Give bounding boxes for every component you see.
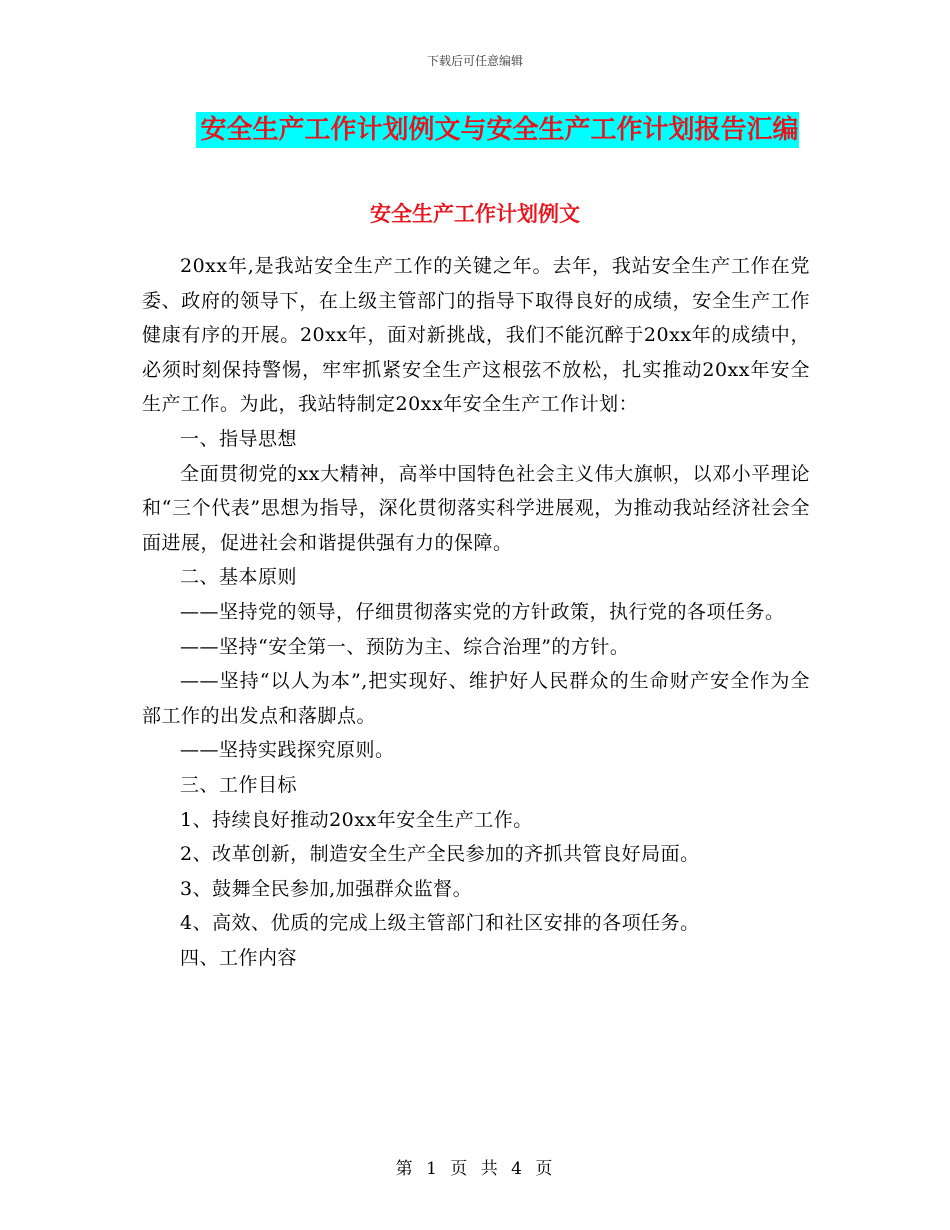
goal-item: 3、鼓舞全民参加,加强群众监督。 <box>180 877 473 900</box>
page-footer <box>0 1154 950 1179</box>
document-title: 安全生产工作计划例文与安全生产工作计划报告汇编 <box>196 112 798 148</box>
footer-prefix: 第 <box>395 1159 415 1179</box>
principle-item: ——坚持“以人为本”,把实现好、维护好人民群众的生命财产安全作为全部工作的出发点和落脚点。 <box>142 670 810 727</box>
heading-work-content: 四、工作内容 <box>180 946 298 969</box>
heading-guiding-thought: 一、指导思想 <box>180 427 298 450</box>
footer-total-prefix: 共 <box>480 1159 500 1179</box>
total-pages: 4 <box>511 1159 524 1179</box>
heading-basic-principles: 二、基本原则 <box>180 566 298 589</box>
main-title-wrap <box>0 112 950 148</box>
goal-item: 2、改革创新，制造安全生产全民参加的齐抓共管良好局面。 <box>180 843 700 866</box>
goal-item: 4、高效、优质的完成上级主管部门和社区安排的各项任务。 <box>180 912 700 935</box>
page-number: 1 <box>426 1159 439 1179</box>
guiding-thought-paragraph: 全面贯彻党的xx大精神，高举中国特色社会主义伟大旗帜，以邓小平理论和“三个代表”思想为指导，深化贯彻落实科学进展观，为推动我站经济社会全面进展，促进社会和谐提供强有力的保障。 <box>142 462 810 554</box>
document-body <box>142 249 810 975</box>
principle-item: ——坚持党的领导，仔细贯彻落实党的方针政策，执行党的各项任务。 <box>180 600 785 623</box>
principle-item: ——坚持“安全第一、预防为主、综合治理”的方针。 <box>180 635 630 658</box>
footer-total-unit: 页 <box>535 1159 555 1179</box>
section-title: 安全生产工作计划例文 <box>370 201 580 226</box>
heading-work-goals: 三、工作目标 <box>180 773 298 796</box>
intro-paragraph: 20xx年,是我站安全生产工作的关键之年。去年，我站安全生产工作在党委、政府的领导下，在上级主管部门的指导下取得良好的成绩，安全生产工作健康有序的开展。20xx年，面对新挑战，我们不能沉醉于20xx年的成绩中，必须时刻保持警惕，牢牢抓紧安全生产这根弦不放松，扎实推动20xx年安全生产工作。为此，我站特制定20xx年安全生产工作计划： <box>142 255 810 416</box>
header-note: 下载后可任意编辑 <box>426 54 523 68</box>
goal-item: 1、持续良好推动20xx年安全生产工作。 <box>180 808 533 831</box>
footer-page-unit: 页 <box>450 1159 470 1179</box>
principle-item: ——坚持实践探究原则。 <box>180 739 395 762</box>
